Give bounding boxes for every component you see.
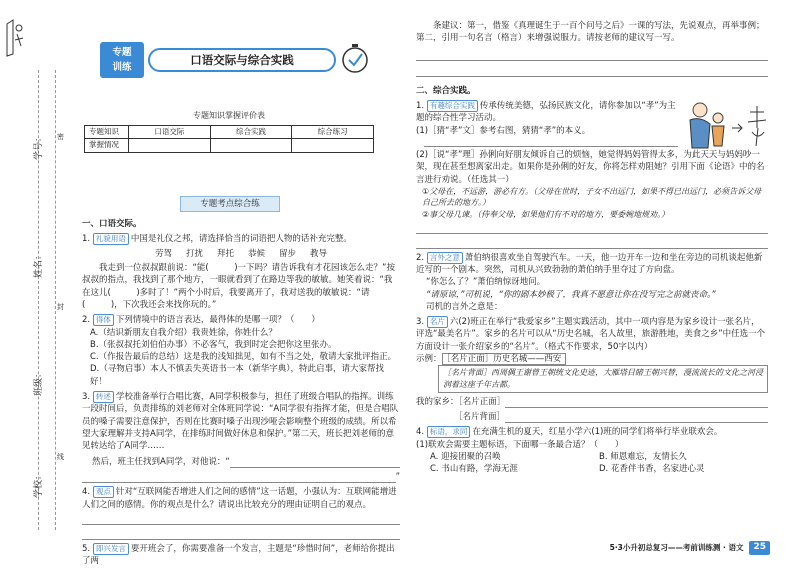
r-q1-quote2: ②事父母几谏。（侍奉父母，如果他们有不对的地方，要委婉地规劝。） [422,210,670,219]
q2-option-d[interactable]: D.（寻物启事）本人不慎丢失英语书一本（新华字典），特此启事，请大家帮找好！ [90,364,385,387]
eval-table-block [84,110,374,153]
r-q1-tag: 有趣综合实践 [427,100,478,112]
r-q2-tag: 言外之意 [427,252,463,264]
filial-illustration-icon [678,98,770,154]
corner-doodle [3,16,27,60]
r-q1-quote1: ①父母在，不远游，游必有方。（父母在世时，子女不出远门，如果不得已出远门，必须告诉父母自己所去的地方。） [422,186,762,208]
footer-text: 5·3小升初总复习——考前训练测 · 语文 [609,542,744,552]
q2-option-a[interactable]: A.（结识新朋友自我介绍）我贵姓徐，你姓什么？ [90,327,277,338]
r-q1-sub1: (1)［猜“孝”文］参考右图，猜猜“孝”的本义。 [416,125,591,136]
word-4: 恭候 [248,248,266,259]
r-q3 [416,316,768,423]
q1-body: 我走到一位叔叔跟前说：“能( )一下吗？请告诉我有才花园该怎么走？”按叔叔的指点，我找到了那个地方，一眼就看到了在路边等我的敏敏。她笑着说：“我在这儿( )多时了！”两个小时后，我要离开了，我对送我的敏敏说：“请( )，下次我还会来找你玩的。” [82,262,395,310]
eval-input[interactable] [210,139,292,153]
r-q2-ask: 司机的言外之意是： [426,301,503,312]
r-q4-tag: 标语，求同 [427,426,471,438]
label-xingming: 姓名： [33,251,44,279]
word-2: 打扰 [185,248,203,259]
eval-table [84,125,374,154]
r-q4-option-c[interactable]: C. 书山有路，学海无涯 [430,464,518,475]
q5 [82,543,400,568]
r-q3-mine-back: ［名片背面］ [454,411,506,422]
eval-cell-exercise: 综合练习 [292,125,374,139]
q5-num: 5. [82,543,91,554]
footer [560,540,770,556]
word-5: 留步 [279,248,297,259]
label-mi: 密 [57,133,64,141]
ribbon: 专题考点综合练 [180,196,280,212]
word-3: 拜托 [216,248,234,259]
r-q3-mine: 我的家乡：［名片正面］ [416,396,506,407]
badge-top: 专题 [112,47,132,58]
right-top-text: 条建议：第一，借鉴《真理诞生于一百个问号之后》一课的写法，先说观点，再举事例；第二，引用一句名言（格言）来增强说服力。请按老师的建议写一写。 [416,21,765,44]
word-1: 劳驾 [154,248,172,259]
r-q3-ex-front: ［名片正面］历史名城——西安 [442,353,567,365]
label-banji: 班级： [33,369,44,397]
q2 [82,314,400,388]
q2-num: 2. [82,315,91,326]
q4 [82,486,400,540]
r-q1 [416,100,768,249]
label-xuehao: 学号： [33,133,44,161]
q3-prompt: 然后，班主任找到A同学，对他说：“ [92,456,230,467]
label-xuexiao: 学校： [33,471,44,499]
r-q4 [416,426,768,475]
r-q2-num: 2. [416,252,425,263]
right-top-answer-line[interactable] [416,51,768,61]
right-top-answer-line[interactable] [416,67,768,77]
r-q1-sub1-line[interactable] [424,137,678,147]
q2-option-c[interactable]: C.（作报告最后的总结）这是我的浅知拙见，如有不当之处，敬请大家批评指正。 [90,352,397,363]
q4-num: 4. [82,487,91,498]
r-q3-ex-label: 示例： [416,354,442,365]
q5-tag: 即兴发言 [93,543,129,555]
binding-strip [0,0,78,572]
title-bar: 口语交际与综合实践 [148,48,336,72]
q3-answer-line[interactable] [230,458,400,468]
eval-cell-practice: 综合实践 [210,125,292,139]
section2-heading: 二、综合实践。 [416,85,476,96]
r-q3-front-line[interactable] [505,398,768,408]
r-q2 [416,252,768,314]
q3 [82,391,400,483]
word-6: 教导 [310,248,328,259]
q2-option-b[interactable]: B.（张叔叔托刘伯伯办事）不必客气，我到时定会把你这里张办。 [90,339,337,350]
r-q1-sub2-line[interactable] [416,239,768,249]
header-banner [100,40,370,80]
r-q1-sub2: (2)［说“孝”理］孙俐向好朋友倾诉自己的烦恼，她觉得妈妈管得太多，为此天天与妈妈吵一架，现在甚至想离家出走。如果你是孙俐的好友，你将怎样劝阻她？引用下面《论语》中的名言进行劝说。（任选其一） [416,149,765,185]
eval-row2-label: 掌握情况 [85,139,129,153]
eval-input[interactable] [129,139,211,153]
page-number: 25 [749,541,770,554]
q3-num: 3. [82,392,91,403]
r-q3-text: 六(2)班正在举行“我爱家乡”主题实践活动，其中一项内容是为家乡设计一张名片，评选“最美名片”。家乡的名片可以从“历史名城，名人故里，旅游胜地，美食之乡”中任选一个方面设计一张介绍家乡的“名片”。（格式不作要求，50字以内） [416,317,766,352]
r-q4-option-a[interactable]: A. 迎接团聚的召唤 [430,451,501,462]
q4-answer-line[interactable] [82,515,400,525]
eval-table-title: 专题知识掌握评价表 [193,111,265,120]
eval-cell-oral: 口语交际 [129,125,211,139]
q1-text: 中国是礼仪之邦，请选择恰当的词语把人物的话补充完整。 [130,234,352,245]
r-q4-text: 在充满生机的夏天，红星小学六(1)班的同学们将举行毕业联欢会。 [472,427,723,438]
word-bank [82,248,400,260]
section1-heading: 一、口语交际。 [82,219,142,229]
r-q3-ex-back: ［名片背面］西周偶王谢曾王朝统文化史迹，大雁塔目睹王朝兴替，漫流流长的文化之河浸润着这座千年古都。 [438,365,768,392]
r-q4-num: 4. [416,427,425,438]
q5-text: 要开班会了，你需要准备一个发言，主题是“珍惜时间”，老师给你提出了两 [82,543,395,567]
clock-icon [340,42,370,80]
q1-tag: 礼貌用语 [93,233,129,245]
r-q2-quote1: “你怎么了？”萧伯纳惊讶地问。 [426,277,546,288]
eval-cell-label: 专题知识 [85,125,129,139]
badge-bottom: 训练 [112,62,132,73]
r-q3-back-line[interactable] [505,413,768,423]
left-column [82,218,400,571]
r-q4-option-b[interactable]: B. 师恩难忘，友情长久 [599,451,687,462]
q2-text: 下列情境中的语言表达，最得体的是哪一项？（ ） [115,315,320,326]
r-q3-num: 3. [416,317,425,328]
r-q1-sub2-line[interactable] [416,224,768,234]
r-q2-quote2: “请原谅，”司机说，“你的剧本妙极了，我真不愿意让你在没写完之前就丧命。” [426,289,716,300]
q3-text: 学校准备举行合唱比赛，A同学积极参与，担任了班级合唱队的指挥。训练一段时间后，负责排练的刘老师对全体班同学说：“A同学很有指挥才能，但是合唱队员的嗓子需要注意保护，否则在比赛时嗓子出现沙哑会影响整个班级的成绩。所以希望大家理解并支持A同学，在排练时间做好休息和保护。”第二天，班长把刘老师的意见转达给了A同学…… [82,392,399,452]
eval-input[interactable] [292,139,374,153]
r-q4-sub1: (1)联欢会需要主题标语，下面哪一条最合适？（ ） [416,439,624,450]
label-feng: 封 [57,303,64,311]
r-q1-num: 1. [416,100,425,111]
r-q2-text: 萧伯纳很喜欢坐自驾驶汽车。一天，他一边开车一边和坐在旁边的司机谈起他新近写的一个剧本。突然，司机从兴致勃勃的萧伯纳手里夺过了方向盘。 [416,252,763,275]
q4-answer-line[interactable] [82,530,400,540]
q1-num: 1. [82,234,91,245]
label-xian: 线 [57,453,64,461]
right-column [416,20,768,478]
q3-answer-line[interactable] [82,473,396,483]
q3-tail: ” [395,471,400,482]
q4-text: 针对“互联网能否增进人们之间的感情”这一话题，小强认为：互联网能增进人们之间的感情。你的观点是什么？请说出比较充分的理由证明自己的观点。 [82,487,397,510]
r-q4-option-d[interactable]: D. 花香伴书香，名家进心灵 [599,464,705,475]
q4-tag: 观点 [93,486,114,498]
r-q3-tag: 名片 [427,316,448,328]
q2-tag: 得体 [93,314,114,326]
r-q1-text: 传承传统美德，弘扬民族文化，请你参加以“孝”为主题的综合性学习活动。 [416,100,676,124]
q1 [82,233,400,311]
topic-badge [100,42,144,78]
q3-tag: 转述 [93,391,114,403]
